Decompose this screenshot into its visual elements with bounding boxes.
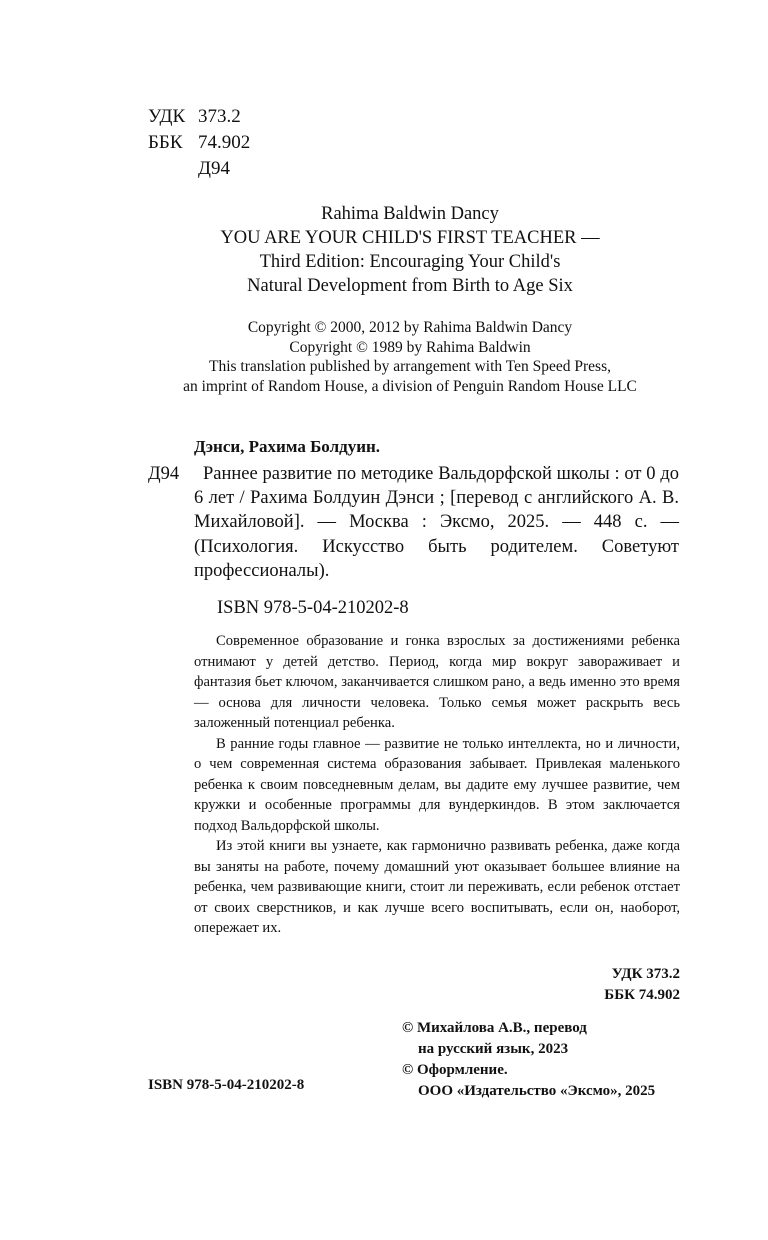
bib-isbn: ISBN 978-5-04-210202-8 [217,598,409,618]
udk-row [148,104,250,130]
annotation-paragraph: Из этой книги вы узнаете, как гармонично развивать ребенка, даже когда вы заняты на работе, почему домашний уют оказывает большее влияние на ребенка, чем развивающие книги, стоит ли переживать, если ребенок отстает от своих сверстников, и как лучше всего воспитывать, если он, наоборот, опережает их. [194,838,680,936]
annotation [194,631,680,939]
annotation-paragraph: В ранние годы главное — развитие не только интеллекта, но и личности, о чем современная система образования забывает. Привлекая маленького ребенка к своим повседневным делам, вы дадите ему лучшее развитие, чем кружки и особенные программы для вундеркиндов. В этом заключается подход Вальдорфской школы. [194,735,680,834]
translation-copyright: © Михайлова А.В., перевод [402,1020,587,1036]
bbk-value: 74.902 [198,132,251,153]
bbk-row [148,130,250,156]
copyright-line: Copyright © 2000, 2012 by Rahima Baldwin Dancy [247,319,573,336]
original-author: Rahima Baldwin Dancy [321,204,499,224]
design-copyright-cont: ООО «Издательство «Эксмо», 2025 [418,1083,656,1099]
copyright-line: This translation published by arrangement with Ten Speed Press, [209,358,611,375]
copyright-line: Copyright © 1989 by Rahima Baldwin [289,338,531,356]
author-mark: Д94 [198,158,230,179]
footer-udk: УДК 373.2 [611,966,680,982]
bib-description: Раннее развитие по методике Вальдорфской школы : от 0 до 6 лет / Рахима Болдуин Дэнси ; [перевод с английского А. В. Михайловой]. — Москва : Эксмо, 2025. — 448 с. — (Психология. Искусство быть родителем. Советуют профессионалы). [194,464,679,581]
udk-label: УДК [148,106,186,127]
bbk-label: ББК [148,132,183,153]
footer-copyrights [402,1018,655,1102]
copyright-notice [140,318,680,396]
bib-author-heading: Дэнси, Рахима Болдуин. [194,437,381,456]
author-mark-row [148,156,250,182]
copyright-line: an imprint of Random House, a division of Penguin Random House LLC [183,377,637,395]
annotation-paragraph: Современное образование и гонка взрослых за достижениями ребенка отнимают у детей детство. Период, когда мир вокруг завораживает и фантазия бьет ключом, заканчивается слишком рано, а ведь именно это время — основа для личности человека. Только семья может раскрыть весь заложенный потенциал ребенка. [194,633,680,731]
design-copyright: © Оформление. [402,1062,508,1078]
translation-copyright-cont: на русский язык, 2023 [418,1041,569,1057]
original-edition [140,202,680,298]
footer-isbn: ISBN 978-5-04-210202-8 [148,1077,305,1093]
udk-value: 373.2 [198,106,241,127]
classification-codes [148,104,250,182]
bib-code: Д94 [148,464,180,484]
original-title-line: Natural Development from Birth to Age Six [247,276,573,296]
original-title-line: YOU ARE YOUR CHILD'S FIRST TEACHER — [220,228,600,248]
footer-bbk: ББК 74.902 [604,987,680,1003]
original-title-line: Third Edition: Encouraging Your Child's [259,252,561,272]
footer-codes [500,964,680,1006]
